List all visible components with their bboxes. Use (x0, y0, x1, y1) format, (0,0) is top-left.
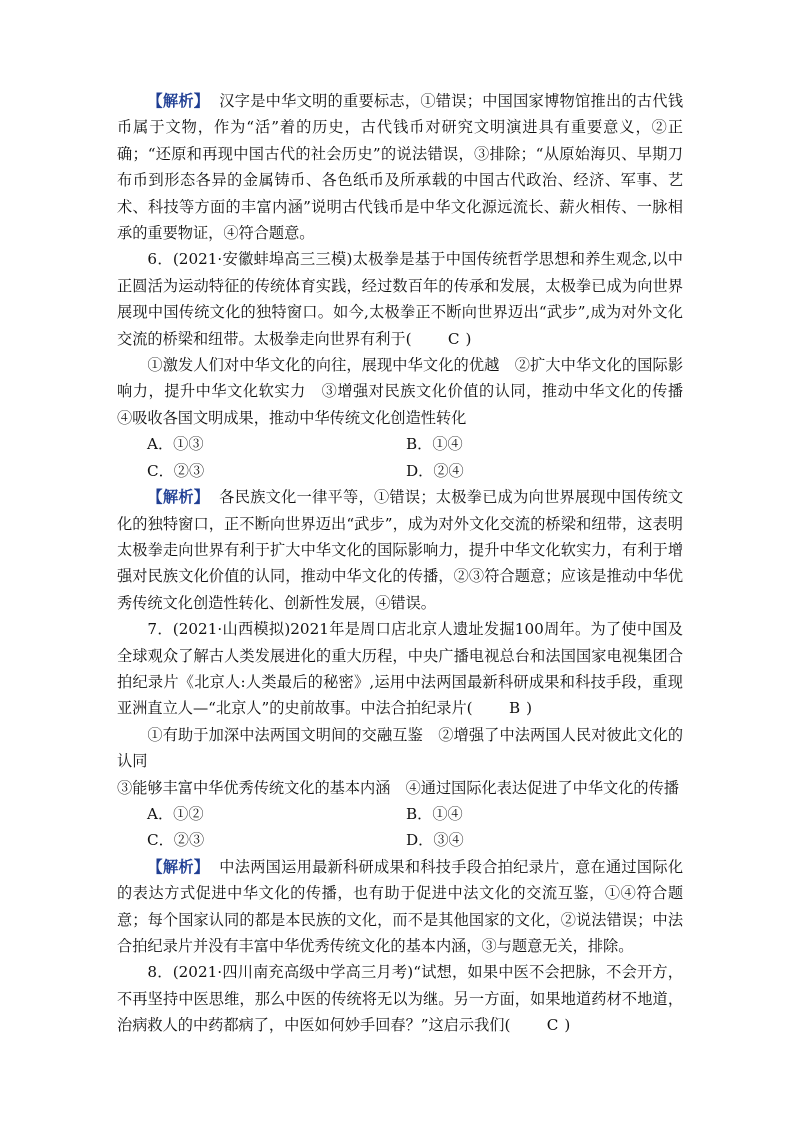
option-d: D．③④ (406, 831, 464, 850)
analysis-text: 汉字是中华文明的重要标志，①错误；中国国家博物馆推出的古代钱币属于文物，作为“活”着的历史，古代钱币对研究文明演进具有重要意义，②正确；“还原和再现中国古代的社会历史”的说法错误，③排除；“从原始海贝、早期刀布币到形态各异的金属铸币、各色纸币及所承载的中国古代政治、经济、军事、艺术、科技等方面的丰富内涵”说明古代钱币是中华文化源远流长、薪火相传、一脉相承的重要物证，④符合题意。 (117, 92, 684, 243)
q5-analysis (117, 88, 683, 246)
q7-analysis (117, 854, 683, 960)
q6-statements: ①激发人们对中华文化的向往，展现中华文化的优越 ②扩大中华文化的国际影响力，提升中华文化软实力 ③增强对民族文化价值的认同，推动中华文化的传播 ④吸收各国文明成果，推动中华传统文化创造性转化 (117, 356, 699, 427)
option-a: A．①③ (147, 435, 204, 454)
option-c: C．②③ (147, 831, 205, 850)
option-b: B．①④ (406, 435, 463, 454)
q7-statement-line-1: ①有助于加深中法两国文明间的交融互鉴 ②增强了中法两国人民对彼此文化的认同 (117, 725, 683, 771)
analysis-label: 【解析】 (147, 488, 210, 507)
analysis-text: 中法两国运用最新科研成果和科技手段合拍纪录片，意在通过国际化的表达方式促进中华文化的传播，也有助于促进中法文化的交流互鉴，①④符合题意；每个国家认同的都是本民族的文化，而不是其他国家的文化，②说法错误；中法合拍纪录片并没有丰富中华优秀传统文化的基本内涵，③与题意无关，排除。 (117, 857, 684, 955)
analysis-label: 【解析】 (147, 92, 210, 110)
q6-options (117, 431, 683, 484)
analysis-text: 各民族文化一律平等，①错误；太极拳已成为向世界展现中国传统文化的独特窗口，正不断向世界迈出“武步”，成为对外文化交流的桥梁和纽带，这表明太极拳走向世界有利于扩大中华文化的国际影响力，提升中华文化软实力，有利于增强对民族文化价值的认同，推动中华文化的传播，②③符合题意；应该是推动中华优秀传统文化创造性转化、创新性发展，④错误。 (117, 488, 684, 612)
q7-stem: 7．(2021·山西模拟)2021年是周口店北京人遗址发掘100周年。为了使中国及全球观众了解古人类发展进化的重大历程，中央广播电视总台和法国国家电视集团合拍纪录片《北京人:人类最后的秘密》,运用中法两国最新科研成果和科技手段，重现亚洲直立人—“北京人”的史前故事。中法合拍纪录片( B ) (117, 616, 683, 722)
document-page (117, 88, 699, 1039)
q7-options (117, 801, 683, 854)
answer-letter: C (447, 329, 460, 348)
q6-stem: 6．(2021·安徽蚌埠高三三模)太极拳是基于中国传统哲学思想和养生观念,以中正圆活为运动特征的传统体育实践，经过数百年的传承和发展，太极拳已成为向世界展现中国传统文化的独特窗口。如今,太极拳正不断向世界迈出“武步”,成为对外文化交流的桥梁和纽带。太极拳走向世界有利于( C ) (117, 246, 683, 352)
option-a: A．①② (147, 804, 204, 823)
q6-analysis (117, 484, 683, 616)
q7-statement-line-2: ③能够丰富中华优秀传统文化的基本内涵 ④通过国际化表达促进了中华文化的传播 (117, 778, 679, 797)
option-b: B．①④ (406, 804, 463, 823)
q8-stem: 8．(2021·四川南充高级中学高三月考)“试想，如果中医不会把脉，不会开方，不再坚持中医思维，那么中医的传统将无以为继。另一方面，如果地道药材不地道，治病救人的中药都病了，中医如何妙手回春？”这启示我们( C ) (117, 959, 683, 1038)
analysis-label: 【解析】 (147, 857, 210, 876)
option-c: C．②③ (147, 461, 205, 480)
option-d: D．②④ (406, 461, 464, 480)
answer-letter: B (508, 699, 521, 718)
answer-letter: C (546, 1016, 559, 1035)
